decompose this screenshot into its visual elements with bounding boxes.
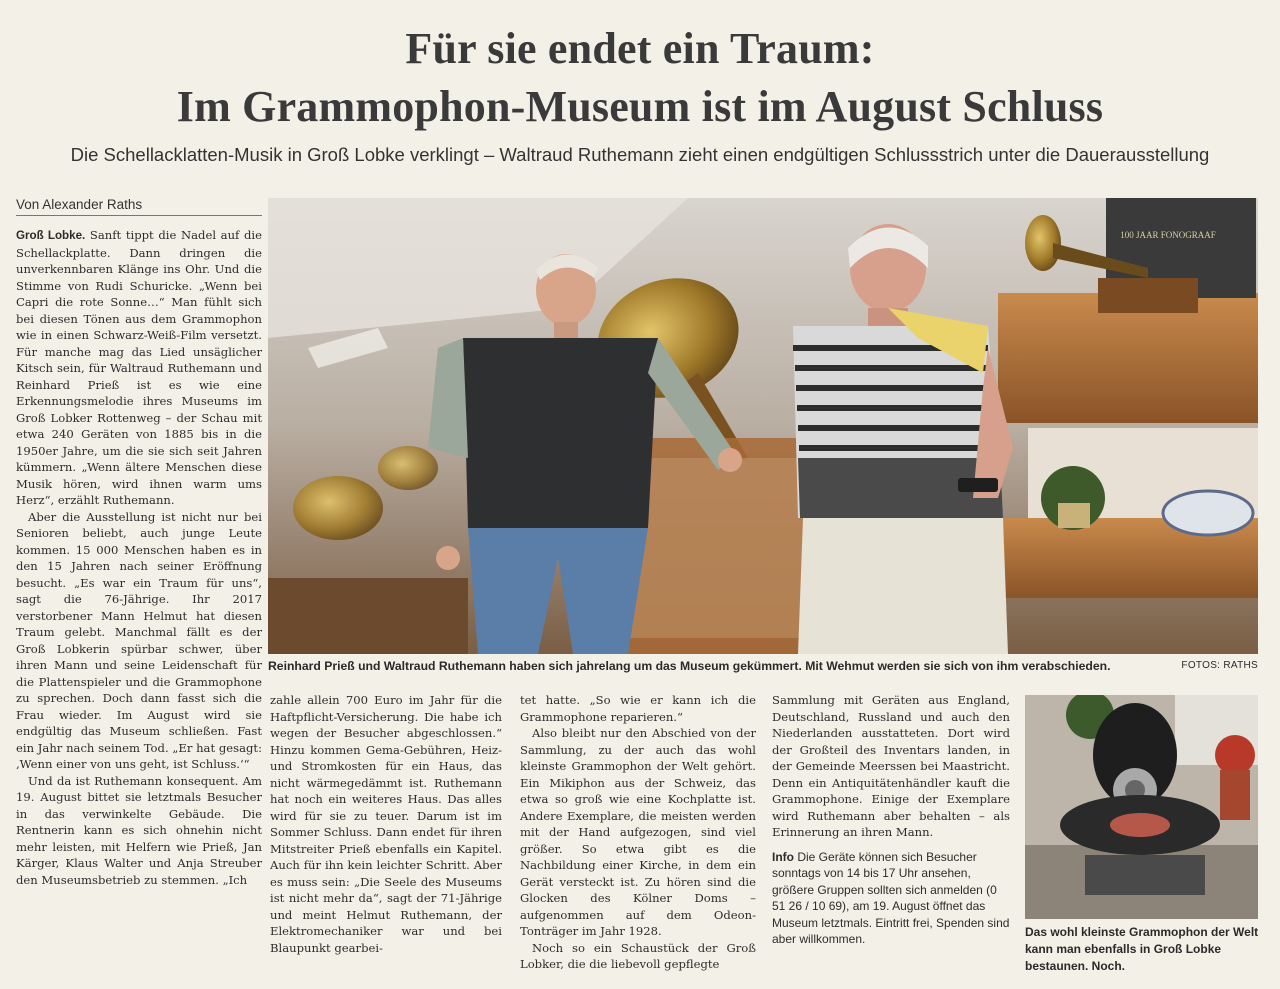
main-photo-caption-text: Reinhard Prieß und Waltraud Ruthemann haben sich jahrelang um das Museum gekümmert. Mit Wehmut werden sie sich von ihm verabschieden. (268, 659, 1111, 673)
headline-line-1: Für sie endet ein Traum: (405, 24, 875, 73)
dateline: Groß Lobke. (16, 229, 86, 242)
headline-line-2: Im Grammophon-Museum ist im August Schluss (176, 82, 1104, 131)
paragraph-7: Noch so ein Schaustück der Groß Lobker, die die liebevoll gepflegte (520, 940, 756, 971)
paragraph-6: Also bleibt nur den Abschied von der Sammlung, zu der auch das wohl kleinste Grammophon der Welt gehört. Ein Mikiphon aus der Schweiz, das etwa so groß wie eine Kochplatte ist. Andere Exemplare, die meisten werden mit der Hand aufgezogen, sind viel größer. So etwa gibt es die Nachbildung einer Kirche, in dem ein Gerät versteckt ist. Zu hören sind die Glocken des Kölner Doms – aufgenommen auf dem Odeon-Tonträger im Jahr 1928. (520, 726, 756, 938)
subheadline: Die Schellacklatten-Musik in Groß Lobke verklingt – Waltraud Ruthemann zieht einen endgültigen Schlussstrich unter die Dauerausstellung (70, 144, 1210, 165)
main-photo-illustration (268, 198, 1258, 654)
paragraph-8: Sammlung mit Geräten aus England, Deutschland, Russland und auch den Niederlanden ausstatteten. Dort wird der Großteil des Inventars landen, in der Gemeinde Meerssen bei Maastricht. Denn ein Antiquitätenhändler kauft die Grammophone. Einige der Exemplare wird Ruthemann aber behalten – als Erinnerung an ihren Mann. (772, 693, 1010, 839)
article-column-1 (16, 227, 262, 987)
article-column-2 (270, 692, 502, 987)
info-text: Die Geräte können sich Besucher sonntags von 14 bis 17 Uhr ansehen, größere Gruppen sollten sich anmelden (0 51 26 / 10 69), am 19. August öffnet das Museum letztmals. Eintritt frei, Spenden sind aber willkommen. (772, 849, 1010, 946)
info-box (772, 849, 1010, 948)
small-photo (1025, 695, 1258, 919)
paragraph-1: Groß Lobke. Sanft tippt die Nadel auf die Schellackplatte. Dann dringen die unverkennbaren Klänge ins Ohr. Und die Stimme von Rudi Schuricke. „Wenn bei Capri die rote Sonne…“ Man fühlt sich bei diesen Tönen aus dem Grammophon wie in einen Schwarz-Weiß-Film versetzt. Für manche mag das Lied unsäglicher Kitsch sein, für Waltraud Ruthemann und Reinhard Prieß ist es wie eine Erkennungsmelodie ihres Museums im Groß Lobker Rottenweg – der Schau mit etwa 240 Geräten von 1885 bis in die 1950er Jahre, um die sie sich seit Jahren kümmern. „Wenn ältere Menschen diese Musik hören, wird ihnen warm ums Herz“, erzählt Ruthemann. (16, 228, 262, 507)
paragraph-5: tet hatte. „So wie er kann ich die Grammophone reparieren.“ (520, 693, 756, 724)
small-photo-caption: Das wohl kleinste Grammophon der Welt kann man ebenfalls in Groß Lobke bestaunen. Noch. (1025, 925, 1259, 973)
poster-text: 100 JAAR FONOGRAAF (1120, 230, 1216, 240)
article-column-3 (520, 692, 756, 987)
small-photo-illustration (1025, 695, 1258, 919)
paragraph-4: zahle allein 700 Euro im Jahr für die Haftpflicht-Versicherung. Die habe ich wegen der Besucher abgeschlossen.“ Hinzu kommen Gema-Gebühren, Heiz- und Stromkosten für ein Haus, das nicht wärmegedämmt ist. Ruthemann hat noch ein weiteres Haus. Das alles wird für sie zu teuer. Darum ist im Sommer Schluss. Dann endet für ihren Mitstreiter Prieß ebenfalls ein Kapitel. Auch für ihn kein leichter Schritt. Aber es muss sein: „Die Seele des Museums ist nicht mehr da“, sagt der 71-Jährige und meint Helmut Ruthemann, der Elektromechaniker war und bei Blaupunkt gearbei- (270, 693, 502, 955)
paragraph-2: Aber die Ausstellung ist nicht nur bei Senioren beliebt, auch junge Leute kommen. 15 000 Menschen haben es in den 15 Jahren nach seiner Eröffnung besucht. „Es war ein Traum für uns“, sagt die 76-Jährige. Ihr 2017 verstorbener Mann Helmut hat diesen Traum gelebt. Manchmal fällt es der Groß Lobkerin spürbar schwer, über ihren Mann und seine Leidenschaft für die Plattenspieler und die Grammophone zu sprechen. Doch dann fasst sich die Frau wieder. Im August wird sie endgültig das Museum schließen. Fast ein Jahr nach seinem Tod. „Er hat gesagt: ‚Wenn einer von uns geht, ist Schluss.‘“ (16, 509, 262, 771)
paragraph-3: Und da ist Ruthemann konsequent. Am 19. August bittet sie letztmals Besucher in das verwinkelte Gebäude. Die Rentnerin kann es sich ohnehin nicht mehr leisten, mit Helfern wie Prieß, Jan Kärger, Klaus Walter und Anja Streuber den Museumsbetrieb zu stemmen. „Ich (16, 773, 262, 887)
article-column-4 (772, 692, 1010, 987)
main-photo-caption (268, 659, 1258, 673)
info-label: Info (772, 849, 794, 864)
byline: Von Alexander Raths (16, 197, 262, 216)
main-photo (268, 198, 1258, 654)
photo-credit: FOTOS: RATHS (1181, 660, 1258, 671)
